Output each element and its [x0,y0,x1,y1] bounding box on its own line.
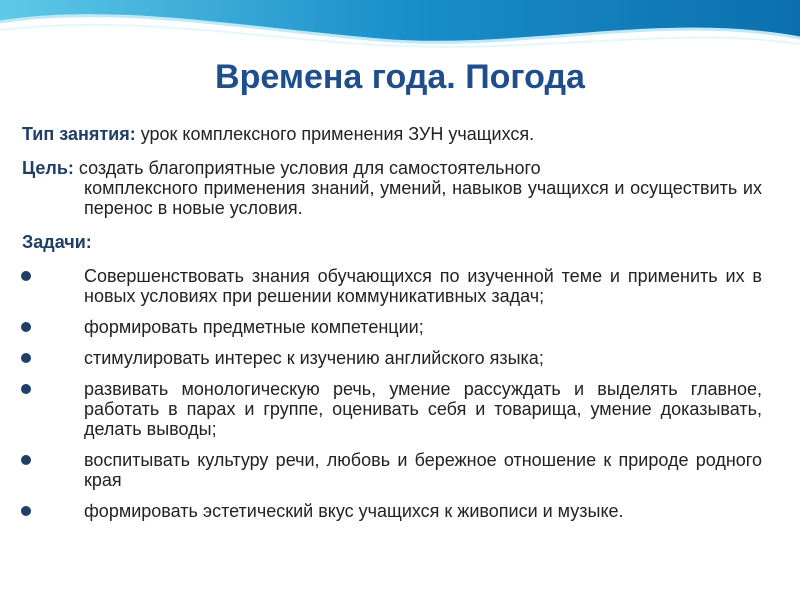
tasks-list [22,266,762,521]
task-item: развивать монологическую речь, умение рассуждать и выделять главное, работать в парах и группе, оценивать себя и товарища, умение доказывать, делать выводы; [22,379,762,439]
bullet-icon [21,506,31,516]
goal-first-line: создать благоприятные условия для самостоятельного [73,158,541,178]
lesson-goal [22,158,762,218]
task-item: формировать предметные компетенции; [22,317,762,337]
task-item: воспитывать культуру речи, любовь и бережное отношение к природе родного края [22,450,762,490]
goal-continuation: комплексного применения знаний, умений, навыков учащихся и осуществить их перенос в новые условия. [84,178,762,218]
bullet-icon [21,271,31,281]
task-item: стимулировать интерес к изучению английского языка; [22,348,762,368]
bullet-icon [21,384,31,394]
lesson-type-label: Тип занятия: [22,124,136,144]
bullet-icon [21,455,31,465]
slide-title: Времена года. Погода [215,58,585,96]
task-item: Совершенствовать знания обучающихся по изученной теме и применить их в новых условиях при решении коммуникативных задач; [22,266,762,306]
goal-label: Цель: [22,158,74,178]
lesson-type [22,124,762,144]
header-wave-decoration [0,0,800,60]
tasks-label: Задачи: [22,232,92,252]
task-item: формировать эстетический вкус учащихся к живописи и музыке. [22,501,762,521]
lesson-type-text: урок комплексного применения ЗУН учащихся. [135,124,535,144]
bullet-icon [21,322,31,332]
slide-content [22,124,762,532]
bullet-icon [21,353,31,363]
